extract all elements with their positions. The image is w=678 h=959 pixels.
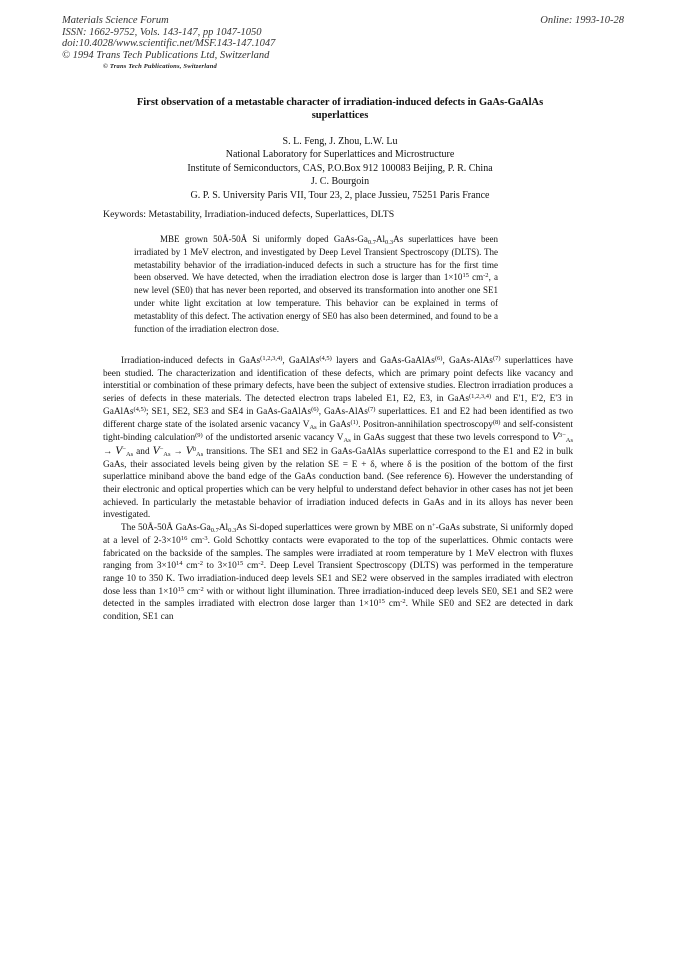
- superscript: −: [122, 445, 126, 453]
- superscript: -3: [202, 534, 208, 542]
- subscript: As: [196, 450, 204, 458]
- equation-symbol: V: [551, 431, 559, 444]
- affiliation-1a: National Laboratory for Superlattices and Microstructure: [225, 149, 455, 161]
- superscript: +: [431, 522, 436, 530]
- publisher-stamp: © Trans Tech Publications, Switzerland: [103, 63, 218, 70]
- citation: (4,5): [319, 355, 332, 362]
- body-text-run: with or without light illumination. Three irradiation-induced deep levels SE0, SE1 and SE2 were detected in the samples irradiated with electron dose larger than 1×10: [103, 586, 573, 610]
- body-text: [103, 355, 573, 624]
- superscript: 15: [177, 585, 185, 593]
- body-text-run: . Positron-annihilation spectroscopy: [358, 419, 493, 430]
- equation-arrow: →: [103, 446, 116, 457]
- body-text-run: The 50Å-50Å GaAs-Ga: [121, 523, 211, 534]
- subscript: As: [125, 450, 134, 458]
- copyright-line: © 1994 Trans Tech Publications Ltd, Switzerland: [62, 49, 270, 61]
- body-text-run: ; SE1, SE2, SE3 and SE4 in GaAs-GaAlAs: [145, 406, 312, 417]
- body-text-run: , GaAlAs: [282, 356, 320, 366]
- abstract-text: Al: [375, 234, 385, 244]
- journal-header: [62, 15, 275, 61]
- equation-arrow: →: [170, 446, 186, 457]
- body-text-run: superlattices have been studied. The characterization and identification of these defects, which are primary point defects like vacancy and interstitial or combination of these primary defects, have been the subject of extensive studies. Electron irradiation produces a series of defects in these materials. The detected electron traps labeled E1, E2, E3, in GaAs: [103, 356, 573, 405]
- authors-group-1: S. L. Feng, J. Zhou, L.W. Lu: [282, 136, 398, 147]
- body-text-run: cm: [384, 599, 401, 610]
- body-text-run: layers and GaAs-GaAlAs: [331, 356, 435, 366]
- citation: (1): [350, 418, 359, 426]
- body-text-run: , GaAs-AlAs: [318, 406, 368, 417]
- body-text-run: transitions. The SE1 and SE2 in GaAs-GaAlAs superlattice correspond to the E1 and E2 in bulk GaAs, their associated levels being given by the relation SE = E + δ, where δ is the position of the bottom of the first superlattice miniband above the band edge of the GaAs conduction band. (See reference 6). However the understanding of their electronic and optical properties which can be very helpful to understand defect behavior in other cases has not jet been achieved. In particularly the metastable behavior of irradiation induced defects in GaAs and in its alloys has never been investigated.: [103, 446, 573, 521]
- body-text-run: and E'1, E'2, E'3 in GaAlAs: [103, 394, 574, 417]
- abstract-text: cm: [468, 272, 484, 283]
- subscript: 0.7: [210, 527, 219, 535]
- abstract-text: , a new level (SE0) that has never been reported, and observed its transformation into another one SE1 under white light excitation at low temperature. This behavior can be explained in terms of metastablity of this defect. The activation energy of SE0 has also been determined, and found to be a function of the irradiation electron dose.: [134, 272, 499, 334]
- superscript: 15: [236, 560, 244, 568]
- citation: (1,2,3,4): [260, 355, 283, 362]
- authors-group-2: J. C. Bourgoin: [310, 176, 370, 188]
- body-text-run: and self-consistent tight-binding calculation: [103, 419, 573, 444]
- body-text-run: in GaAs suggest that these two levels correspond to: [350, 433, 552, 444]
- body-text-run: cm: [182, 561, 198, 572]
- body-text-run: , GaAs-AlAs: [442, 356, 493, 366]
- body-text-run: to 3×10: [202, 561, 237, 572]
- body-text-run: superlattices. E1 and E2 had been identified as two different charge state of the isolated arsenic vacancy V: [103, 406, 574, 430]
- body-paragraph-2: [103, 522, 573, 624]
- subscript: As: [343, 437, 351, 445]
- subscript: As: [309, 423, 317, 431]
- superscript: 16: [180, 534, 188, 542]
- equation-symbol: V: [185, 444, 193, 457]
- citation: (1,2,3,4): [468, 393, 492, 401]
- citation: (6): [434, 355, 443, 362]
- body-paragraph-1: [103, 355, 573, 522]
- subscript: As: [163, 450, 171, 458]
- body-text-run: in GaAs: [316, 419, 351, 430]
- citation: (9): [195, 432, 203, 440]
- doi-line: doi:10.4028/www.scientific.net/MSF.143-147.1047: [62, 38, 276, 49]
- subscript: As: [565, 437, 573, 445]
- online-date: Online: 1993-10-28: [540, 15, 624, 26]
- superscript: 14: [176, 560, 183, 568]
- paper-title: [90, 96, 590, 122]
- body-text-run: . While SE0 and SE2 are detected in dark condition, SE1 can: [103, 599, 573, 623]
- superscript: 3−: [558, 432, 566, 440]
- body-text-run: cm: [243, 561, 259, 572]
- title-line-1: First observation of a metastable character of irradiation-induced defects in GaAs-GaAlAs: [136, 97, 544, 108]
- body-text-run: of the undistorted arsenic vacancy V: [202, 433, 344, 444]
- body-text-run: and: [133, 446, 153, 457]
- body-text-run: . Gold Schottky contacts were evaporated to the top of the superlattices. Ohmic contacts were fabricated on the backside of the samples. The samples were irradiated at room temperature by 1 MeV electron with fluxes ranging from 3×10: [103, 535, 573, 572]
- superscript: -2: [198, 585, 204, 593]
- abstract-paragraph: [134, 233, 498, 335]
- superscript: −: [159, 445, 164, 453]
- superscript: -2: [483, 272, 489, 280]
- subscript: 0.3: [384, 239, 394, 246]
- citation: (4,5): [133, 405, 146, 413]
- equation-symbol: V: [115, 444, 123, 457]
- title-line-2: superlattices: [311, 110, 369, 121]
- subscript: 0.7: [367, 239, 376, 246]
- keywords: Keywords: Metastability, Irradiation-induced defects, Superlattices, DLTS: [103, 209, 395, 220]
- affiliation-1b: Institute of Semiconductors, CAS, P.O.Box 912 100083 Beijing, P. R. China: [187, 162, 493, 174]
- abstract-text: As superlattices have been irradiated by 1 MeV electron, and investigated by Deep Level Transient Spectroscopy (DLTS). The metastability behavior of the irradiation-induced defects in such a structure has for the first time been observed. We have detected, when the irradiation electron dose is larger than 1×10: [134, 234, 498, 283]
- citation: (7): [492, 355, 501, 362]
- body-text-run: . Deep Level Transient Spectroscopy (DLTS) was performed in the temperature range 10 to 350 K. Two irradiation-induced deep levels SE1 and SE2 were observed in the samples irradiated with electron dose less than 1×10: [103, 561, 574, 597]
- superscript: -2: [258, 560, 264, 568]
- superscript: -2: [197, 560, 203, 568]
- subscript: 0.3: [228, 527, 237, 535]
- body-text-run: cm: [187, 535, 203, 546]
- superscript: 0: [192, 445, 197, 453]
- abstract-text: MBE grown 50Å-50Å Si uniformly doped GaAs-Ga: [160, 234, 368, 244]
- body-text-run: cm: [184, 586, 199, 597]
- issn-line: ISSN: 1662-9752, Vols. 143-147, pp 1047-1050: [62, 26, 262, 38]
- body-text-run: -GaAs substrate, Si uniformly doped at a level of 2-3×10: [103, 523, 573, 546]
- affiliation-2: G. P. S. University Paris VII, Tour 23, 2, place Jussieu, 75251 Paris France: [190, 189, 490, 201]
- citation: (7): [367, 405, 376, 413]
- journal-name: Materials Science Forum: [62, 15, 169, 26]
- body-text-run: Irradiation-induced defects in GaAs: [121, 356, 261, 366]
- body-text-run: As Si-doped superlattices were grown by MBE on n: [236, 523, 432, 534]
- body-text-run: Al: [218, 523, 229, 534]
- superscript: 15: [462, 272, 469, 280]
- author-block: [90, 135, 590, 202]
- citation: (8): [492, 418, 501, 426]
- superscript: 15: [378, 598, 385, 606]
- citation: (6): [311, 405, 319, 413]
- equation-symbol: V: [152, 444, 160, 457]
- abstract: [134, 233, 498, 335]
- superscript: -2: [400, 598, 406, 606]
